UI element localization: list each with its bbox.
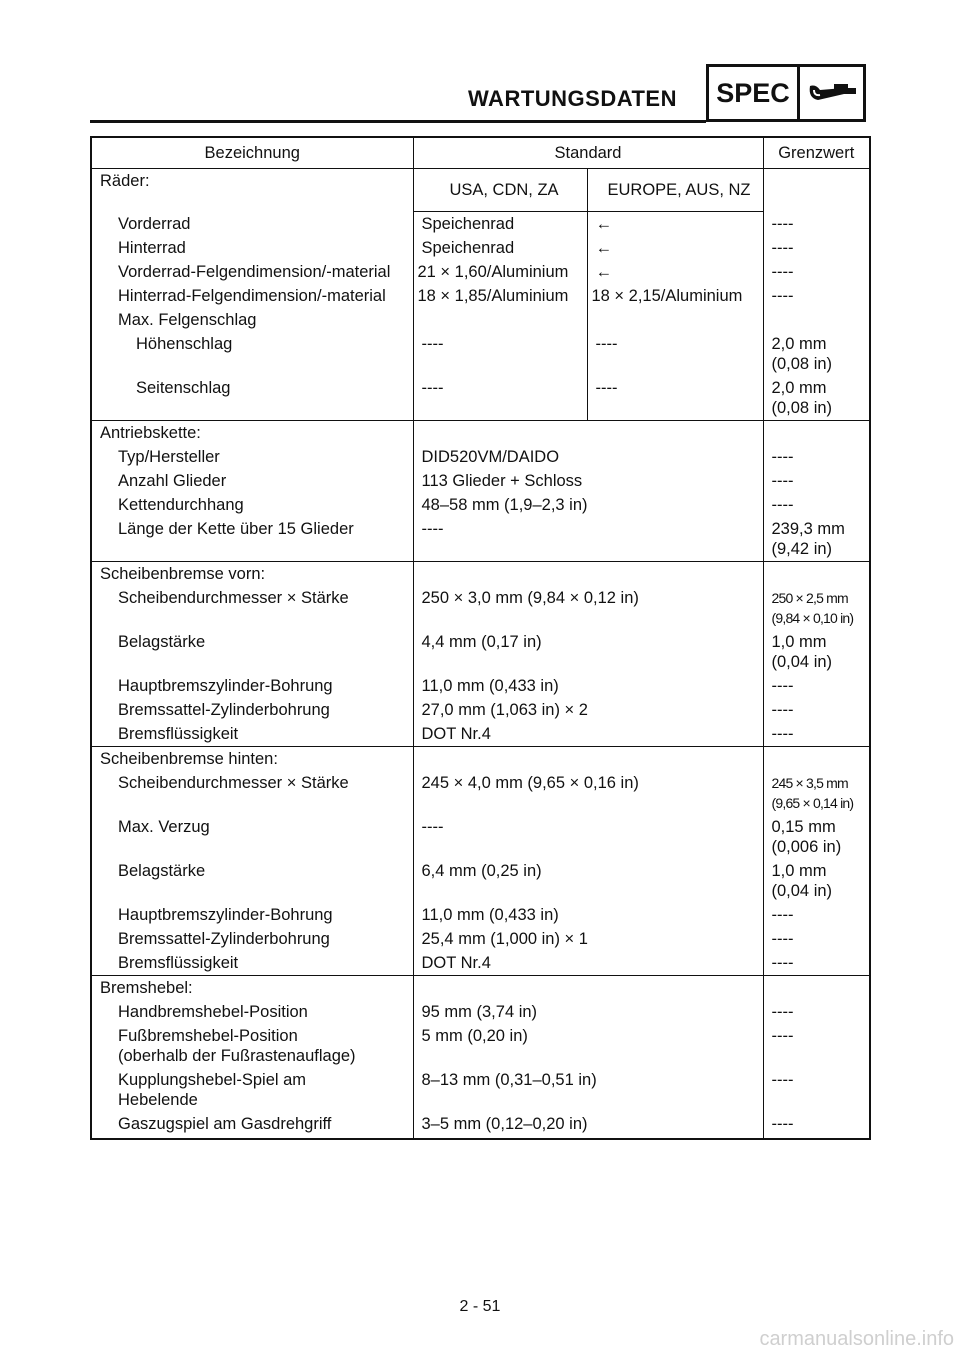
cell-std: 4,4 mm (0,17 in)	[413, 630, 763, 674]
cell-std: 95 mm (3,74 in)	[413, 1000, 763, 1024]
row-label: Länge der Kette über 15 Glieder	[118, 520, 354, 538]
table-row	[91, 332, 870, 376]
cell-eu: 18 × 2,15/Aluminium	[587, 284, 763, 308]
row-label: Bremssattel-Zylinderbohrung	[118, 701, 330, 719]
cell-eu: ----	[587, 376, 763, 421]
wrench-icon	[800, 67, 863, 119]
table-row	[91, 376, 870, 421]
row-label: Seitenschlag	[136, 379, 231, 397]
cell-limit: ----	[763, 236, 870, 260]
row-label: Hauptbremszylinder-Bohrung	[118, 677, 333, 695]
cell-limit: 1,0 mm (0,04 in)	[763, 630, 870, 674]
cell-eu: ----	[587, 332, 763, 376]
row-label: Fußbremshebel-Position (oberhalb der Fußrastenauflage)	[118, 1027, 356, 1065]
empty-cell	[763, 169, 870, 212]
cell-limit: ----	[763, 469, 870, 493]
row-label: Vorderrad	[118, 214, 191, 233]
watermark: carmanualsonline.info	[759, 1328, 954, 1350]
table-row	[91, 815, 870, 859]
row-label: Max. Verzug	[118, 818, 210, 836]
table-row	[91, 212, 870, 237]
cell-usa: ----	[413, 376, 587, 421]
table-row	[91, 517, 870, 562]
row-label: Bremsflüssigkeit	[118, 954, 239, 972]
cell-limit: 245 × 3,5 mm (9,65 × 0,14 in)	[763, 771, 870, 815]
table-row	[91, 951, 870, 976]
table-row	[91, 562, 870, 587]
cell-eu: ←	[587, 212, 763, 237]
cell-std: ----	[413, 517, 763, 562]
cell-std: DOT Nr.4	[413, 722, 763, 747]
table-row	[91, 586, 870, 630]
section-title-rear-brake: Scheibenbremse hinten:	[91, 747, 413, 772]
cell-usa: Speichenrad	[413, 236, 587, 260]
row-label: Hinterrad-Felgendimension/-material	[118, 287, 386, 305]
table-row	[91, 469, 870, 493]
table-row	[91, 722, 870, 747]
table-row	[91, 698, 870, 722]
table-row	[91, 493, 870, 517]
cell-limit: ----	[763, 1000, 870, 1024]
section-title-front-brake: Scheibenbremse vorn:	[91, 562, 413, 587]
row-label: Vorderrad-Felgendimension/-material	[118, 263, 391, 281]
cell-usa: Speichenrad	[413, 212, 587, 237]
spec-table	[90, 136, 871, 1140]
section-title-levers: Bremshebel:	[91, 976, 413, 1001]
row-label: Belagstärke	[118, 633, 206, 651]
cell-usa: 21 × 1,60/Aluminium	[413, 260, 587, 284]
page-title: WARTUNGSDATEN	[468, 86, 677, 111]
spec-badge	[706, 64, 866, 122]
cell-limit: ----	[763, 927, 870, 951]
cell-std: DOT Nr.4	[413, 951, 763, 976]
table-row	[91, 1024, 870, 1068]
row-label: Bremsflüssigkeit	[118, 725, 239, 743]
cell-eu: ←	[587, 260, 763, 284]
row-label: Belagstärke	[118, 862, 206, 880]
cell-limit: ----	[763, 493, 870, 517]
cell-limit: ----	[763, 284, 870, 308]
table-row	[91, 859, 870, 903]
cell-limit: ----	[763, 722, 870, 747]
table-row	[91, 169, 870, 212]
section-title-chain: Antriebskette:	[91, 421, 413, 446]
table-row	[91, 1000, 870, 1024]
col-header-standard: Standard	[413, 137, 763, 169]
row-label: Höhenschlag	[136, 335, 233, 353]
cell-std: 5 mm (0,20 in)	[413, 1024, 763, 1068]
row-label: Max. Felgenschlag	[118, 311, 257, 329]
cell-limit: ----	[763, 951, 870, 976]
cell-limit: 2,0 mm (0,08 in)	[763, 332, 870, 376]
cell-std: 48–58 mm (1,9–2,3 in)	[413, 493, 763, 517]
table-row	[91, 236, 870, 260]
spec-label: SPEC	[709, 67, 800, 119]
cell-std: 245 × 4,0 mm (9,65 × 0,16 in)	[413, 771, 763, 815]
header-rule	[90, 120, 706, 123]
cell-limit: 1,0 mm (0,04 in)	[763, 859, 870, 903]
row-label: Hauptbremszylinder-Bohrung	[118, 906, 333, 924]
cell-limit: ----	[763, 1068, 870, 1112]
table-row	[91, 903, 870, 927]
row-label: Bremssattel-Zylinderbohrung	[118, 930, 330, 948]
cell-std: 25,4 mm (1,000 in) × 1	[413, 927, 763, 951]
col-header-limit: Grenzwert	[763, 137, 870, 169]
cell-std: 11,0 mm (0,433 in)	[413, 674, 763, 698]
row-label: Gaszugspiel am Gasdrehgriff	[118, 1115, 332, 1133]
cell-limit: ----	[763, 445, 870, 469]
cell-std: 11,0 mm (0,433 in)	[413, 903, 763, 927]
cell-std: ----	[413, 815, 763, 859]
table-row	[91, 445, 870, 469]
cell-std: 3–5 mm (0,12–0,20 in)	[413, 1112, 763, 1139]
table-row	[91, 674, 870, 698]
table-row	[91, 421, 870, 446]
cell-limit: ----	[763, 260, 870, 284]
cell-limit: ----	[763, 698, 870, 722]
col-header-name: Bezeichnung	[91, 137, 413, 169]
table-header-row	[91, 137, 870, 169]
table-row	[91, 284, 870, 308]
cell-limit: ----	[763, 903, 870, 927]
cell-limit: ----	[763, 1112, 870, 1139]
table-row	[91, 1112, 870, 1139]
cell-std: 8–13 mm (0,31–0,51 in)	[413, 1068, 763, 1112]
region-usa: USA, CDN, ZA	[413, 169, 587, 212]
table-row	[91, 630, 870, 674]
cell-limit: 239,3 mm (9,42 in)	[763, 517, 870, 562]
cell-limit: ----	[763, 1024, 870, 1068]
table-row	[91, 260, 870, 284]
row-label: Anzahl Glieder	[118, 472, 227, 490]
table-row	[91, 976, 870, 1001]
page-number: 2 - 51	[459, 1298, 501, 1315]
cell-limit: 250 × 2,5 mm (9,84 × 0,10 in)	[763, 586, 870, 630]
cell-usa: 18 × 1,85/Aluminium	[413, 284, 587, 308]
row-label: Scheibendurchmesser × Stärke	[118, 589, 349, 607]
region-europe: EUROPE, AUS, NZ	[587, 169, 763, 212]
cell-std: 27,0 mm (1,063 in) × 2	[413, 698, 763, 722]
section-title-wheels: Räder:	[91, 169, 413, 212]
cell-usa: ----	[413, 332, 587, 376]
cell-eu: ←	[587, 236, 763, 260]
cell-std: 113 Glieder + Schloss	[413, 469, 763, 493]
table-row	[91, 1068, 870, 1112]
cell-std: 250 × 3,0 mm (9,84 × 0,12 in)	[413, 586, 763, 630]
cell-limit: 0,15 mm (0,006 in)	[763, 815, 870, 859]
table-row	[91, 927, 870, 951]
row-label: Hinterrad	[118, 239, 186, 257]
table-row	[91, 747, 870, 772]
row-label: Kupplungshebel-Spiel am Hebelende	[118, 1071, 307, 1109]
row-label: Scheibendurchmesser × Stärke	[118, 774, 349, 792]
cell-std: 6,4 mm (0,25 in)	[413, 859, 763, 903]
cell-limit: ----	[763, 212, 870, 237]
cell-limit: ----	[763, 674, 870, 698]
table-row	[91, 308, 870, 332]
row-label: Kettendurchhang	[118, 496, 244, 514]
cell-std: DID520VM/DAIDO	[413, 445, 763, 469]
row-label: Typ/Hersteller	[118, 448, 220, 466]
row-label: Handbremshebel-Position	[118, 1003, 308, 1021]
table-row	[91, 771, 870, 815]
cell-limit: 2,0 mm (0,08 in)	[763, 376, 870, 421]
